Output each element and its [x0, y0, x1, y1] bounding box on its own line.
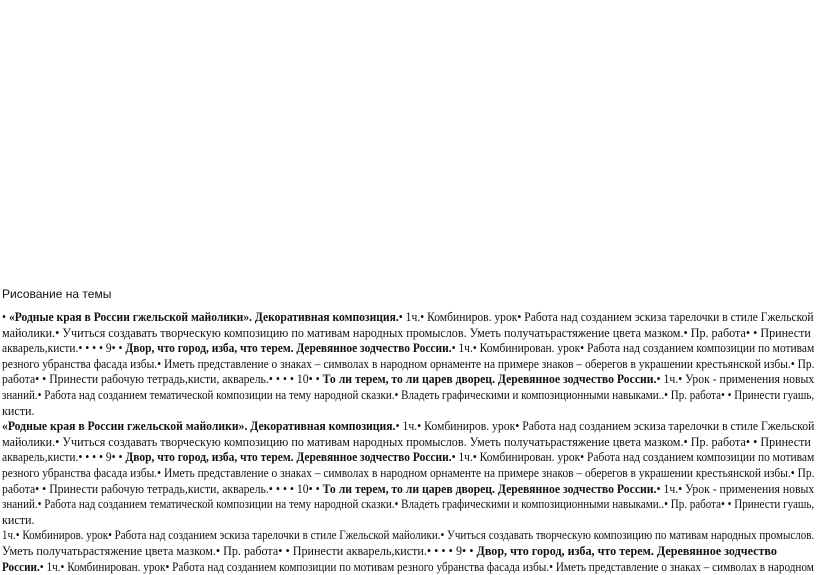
text-run: майолики.• Учиться создавать творческую композицию по мативам народных промыслов. Уметь получатьрастяжение цвета мазком.• Пр. работа• • Принести	[2, 435, 811, 449]
text-run: 1ч.• Комбиниров. урок• Работа над созданием эскиза тарелочки в стиле Гжельской майолики.• Учиться создавать творческую композицию по мативам народных промыслов.	[2, 528, 814, 542]
text-line	[2, 404, 814, 420]
text-run: Уметь получатьрастяжение цвета мазком.• Пр. работа• • Принести акварель,кисти.• • • • 9• •	[2, 544, 477, 558]
text-line	[2, 482, 788, 498]
bold-topic-title: Двор, что город, изба, что терем. Деревянное зодчество России.	[125, 450, 451, 464]
text-run: • 1ч.• Комбиниров. урок• Работа над созданием эскиза тарелочки в стиле Гжельской	[399, 310, 814, 324]
bold-topic-title: То ли терем, то ли царев дворец. Деревянное зодчество России.	[323, 372, 657, 386]
text-line	[2, 357, 769, 373]
text-line	[2, 544, 814, 560]
text-run: работа• • Принести рабочую тетрадь,кисти, акварель.• • • • 10• •	[2, 372, 323, 386]
text-line	[2, 388, 743, 404]
bold-topic-title: Двор, что город, изба, что терем. Деревянное зодчество России.	[125, 341, 451, 355]
bold-topic-title: России.	[2, 560, 40, 574]
text-line	[2, 528, 740, 544]
text-run: кисти.	[2, 404, 35, 418]
text-line	[2, 450, 771, 466]
text-run: • 1ч.• Урок - применения новых	[656, 482, 814, 496]
text-run: • 1ч.• Комбинирован. урок• Работа над созданием композиции по мотивам резного убранства фасада избы.• Иметь представление о знаках – символах в народном	[40, 560, 814, 574]
text-run: • 1ч.• Комбиниров. урок• Работа над созданием эскиза тарелочки в стиле Гжельской	[395, 419, 814, 433]
document-body	[2, 310, 814, 575]
text-line	[2, 372, 788, 388]
bold-topic-title: «Родные края в России гжельской майолики». Декоративная композиция.	[2, 419, 395, 433]
text-line	[2, 435, 814, 451]
bold-topic-title: «Родные края в России гжельской майолики». Декоративная композиция.	[9, 310, 399, 324]
text-run: акварель,кисти.• • • • 9• •	[2, 450, 125, 464]
bold-topic-title: Двор, что город, изба, что терем. Деревянное зодчество	[477, 544, 777, 558]
text-run: знаний.• Работа над созданием тематической композиции на тему народной сказки.• Владеть графическими и композиционными навыками..• Пр. работа• • Принести гуашь,	[2, 388, 814, 402]
text-line	[2, 497, 743, 513]
text-run: кисти.	[2, 513, 35, 527]
text-line	[2, 341, 771, 357]
text-line	[2, 466, 769, 482]
text-line	[2, 326, 814, 342]
text-run: резного убранства фасада избы.• Иметь представление о знаках – символах в народном орнаменте на примере знаков – оберегов в украшении крестьянской избы.• Пр.	[2, 357, 814, 371]
text-line	[2, 513, 814, 529]
text-line	[2, 419, 786, 435]
text-run: • 1ч.• Комбинирован. урок• Работа над созданием композиции по мотивам	[452, 341, 815, 355]
text-run: работа• • Принести рабочую тетрадь,кисти, акварель.• • • • 10• •	[2, 482, 323, 496]
text-run: резного убранства фасада избы.• Иметь представление о знаках – символах в народном орнаменте на примере знаков – оберегов в украшении крестьянской избы.• Пр.	[2, 466, 814, 480]
document-heading: Рисование на темы	[2, 287, 111, 301]
text-run: •	[2, 310, 9, 324]
text-run: майолики.• Учиться создавать творческую композицию по мативам народных промыслов. Уметь получатьрастяжение цвета мазком.• Пр. работа• • Принести	[2, 326, 811, 340]
text-run: • 1ч.• Урок - применения новых	[656, 372, 814, 386]
text-line	[2, 310, 779, 326]
text-run: • 1ч.• Комбинирован. урок• Работа над созданием композиции по мотивам	[452, 450, 815, 464]
text-line	[2, 560, 754, 575]
text-run: акварель,кисти.• • • • 9• •	[2, 341, 125, 355]
text-run: знаний.• Работа над созданием тематической композиции на тему народной сказки.• Владеть графическими и композиционными навыками..• Пр. работа• • Принести гуашь,	[2, 497, 814, 511]
bold-topic-title: То ли терем, то ли царев дворец. Деревянное зодчество России.	[323, 482, 657, 496]
